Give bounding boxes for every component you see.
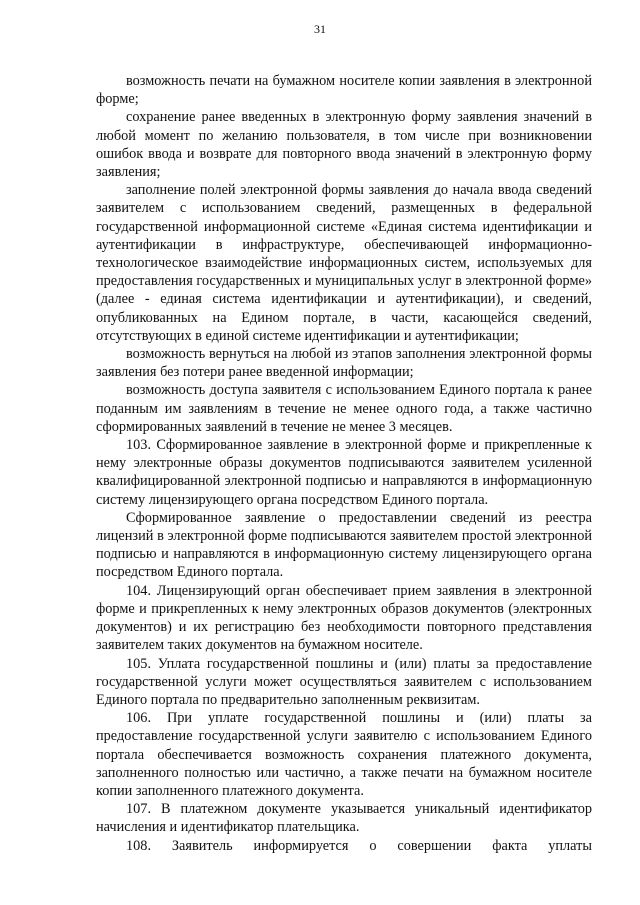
paragraph-106: 106. При уплате государственной пошлины и (или) платы за предоставление государственной услуги заявителю с использованием Единого портала обеспечивается возможность сохранения платежного документа, заполненного полностью или частично, а также печати на бумажном носителе копии заполненного платежного документа. (96, 710, 592, 799)
page-number: 31 (314, 22, 326, 36)
paragraph-107: 107. В платежном документе указывается уникальный идентификатор начисления и идентификатор плательщика. (96, 801, 592, 836)
paragraph-104: 104. Лицензирующий орган обеспечивает прием заявления в электронной форме и прикрепленных к нему электронных образов документов (электронных документов) и их регистрацию без необходимости повторного представления заявителем таких документов на бумажном носителе. (96, 582, 592, 654)
paragraph-registry-request: Сформированное заявление о предоставлении сведений из реестра лицензий в электронной форме подписываются заявителем простой электронной подписью и направляются в информационную систему лицензирующего органа посредством Единого портала. (96, 509, 592, 581)
document-body (96, 72, 592, 855)
paragraph-105: 105. Уплата государственной пошлины и (или) платы за предоставление государственной услуги может осуществляться заявителем с использованием Единого портала по предварительно заполненным реквизитам. (96, 655, 592, 708)
paragraph-autofill-fields: заполнение полей электронной формы заявления до начала ввода сведений заявителем с использованием сведений, размещенных в федеральной государственной информационной системе «Единая система идентификации и аутентификации в инфраструктуре, обеспечивающей информационно-технологическое взаимодействие информационных систем, используемых для предоставления государственных и муниципальных услуг в электронной форме» (далее - единая система идентификации и аутентификации), и сведений, опубликованных на Едином портале, в части, касающейся сведений, отсутствующих в единой системе идентификации и аутентификации; (96, 182, 592, 344)
paragraph-108: 108. Заявитель информируется о совершении факта уплаты (126, 837, 592, 854)
paragraph-103: 103. Сформированное заявление в электронной форме и прикрепленные к нему электронные образы документов подписываются заявителем усиленной квалифицированной электронной подписью и направляются в информационную систему лицензирующего органа посредством Единого портала. (96, 437, 592, 508)
paragraph-print-copy: возможность печати на бумажном носителе копии заявления в электронной форме; (96, 73, 592, 108)
paragraph-save-values: сохранение ранее введенных в электронную форму заявления значений в любой момент по желанию пользователя, в том числе при возникновении ошибок ввода и возврате для повторного ввода значений в электронную форму заявления; (96, 109, 592, 181)
paragraph-access-history: возможность доступа заявителя с использованием Единого портала к ранее поданным им заявлениям в течение не менее одного года, а также частично сформированных заявлений в течение не менее 3 месяцев. (96, 382, 592, 435)
paragraph-return-to-step: возможность вернуться на любой из этапов заполнения электронной формы заявления без потери ранее введенной информации; (96, 346, 592, 381)
